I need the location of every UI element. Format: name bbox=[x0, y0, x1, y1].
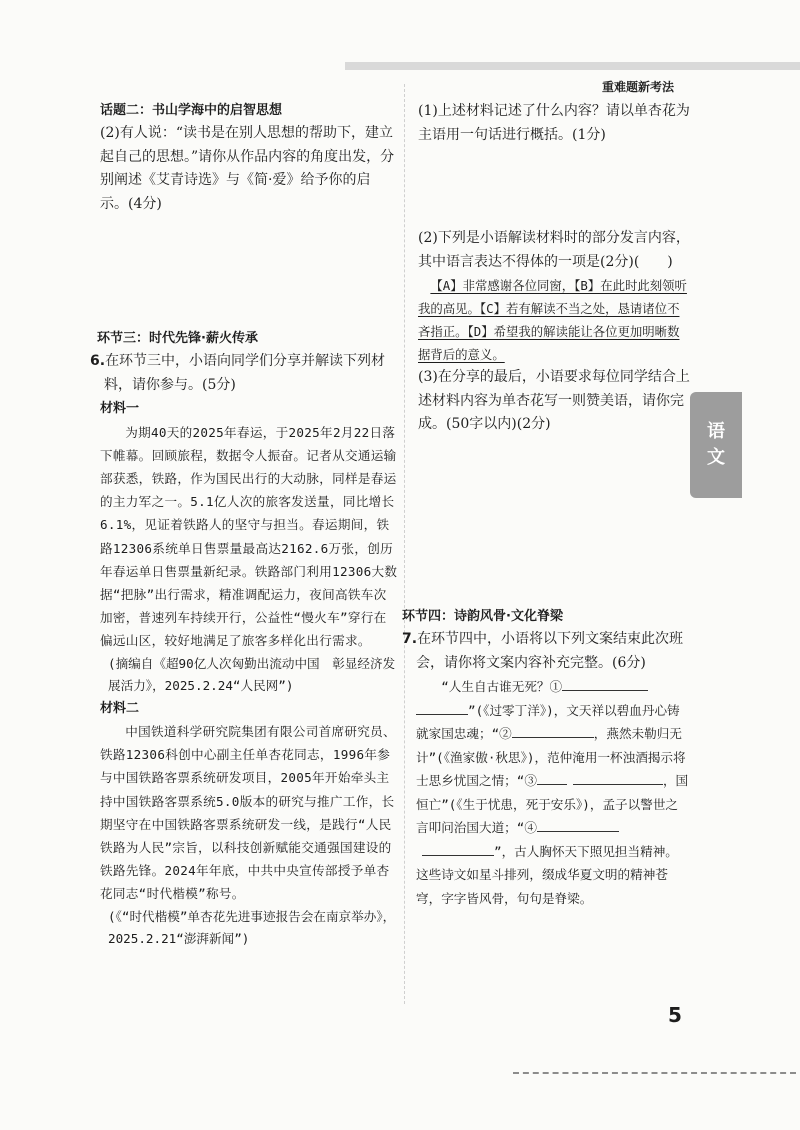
blank-4a[interactable] bbox=[537, 817, 619, 832]
answer-space bbox=[418, 147, 690, 227]
question-7-text: 在环节四中，小语将以下列文案结束此次班会，请你将文案内容补充完整。(6分) bbox=[416, 631, 684, 671]
blank-1a[interactable] bbox=[562, 676, 648, 691]
blank-1b[interactable] bbox=[416, 700, 468, 715]
q7-part-1: “人生自古谁无死？① bbox=[441, 679, 563, 694]
page-number: 5 bbox=[668, 1003, 682, 1027]
blank-4b[interactable] bbox=[422, 841, 494, 856]
header-bar bbox=[345, 62, 800, 70]
question-7-number: 7. bbox=[402, 631, 418, 647]
material-1-text: 为期40天的2025年春运，于2025年2月22日落下帷幕。回顾旅程，数据令人振奋。记者从交通运输部获悉，铁路，作为国民出行的大动脉，同样是春运的主力军之一。5.1亿人次的旅客发送量，同比增长6.1%，见证着铁路人的坚守与担当。春运期间，铁路12306系统单日售票量最高达2162.6万张，创历年春运单日售票量新纪录。铁路部门利用12306大数据“把脉”出行需求，精准调配运力，夜间高铁车次加密，普速列车持续开行，公益性“慢火车”穿行在偏远山区，较好地满足了旅客多样化出行需求。 bbox=[100, 424, 398, 649]
topic2-title: 话题二：书山学海中的启智思想 bbox=[100, 103, 283, 118]
topic2-question-2: (2)有人说：“读书是在别人思想的帮助下，建立起自己的思想。”请你从作品内容的角度出发，分别阐述《艾青诗选》与《简·爱》给予你的启示。(4分) bbox=[100, 125, 395, 212]
material-1-label: 材料一 bbox=[100, 401, 140, 416]
question-6 bbox=[90, 350, 398, 397]
question-6-2-options: 【A】非常感谢各位同窗，【B】在此时此刻领听我的高见。【C】若有解读不当之处，恳请诸位不吝指正。【D】希望我的解读能让各位更加明晰数据背后的意义。 bbox=[418, 278, 687, 362]
question-6-3: (3)在分享的最后，小语要求每位同学结合上述材料内容为单杏花写一则赞美语，请你完成。(50字以内)(2分) bbox=[418, 369, 690, 432]
answer-space bbox=[100, 216, 398, 328]
question-6-text: 在环节三中，小语向同学们分享并解读下列材料，请你参与。(5分) bbox=[104, 353, 386, 393]
q7-part-5: ”，古人胸怀天下照见担当精神。这些诗文如星斗排列，缀成华夏文明的精神苍穹，字字皆风骨，句句是脊梁。 bbox=[416, 843, 678, 906]
footer-dashed-rule bbox=[513, 1072, 796, 1074]
q7-part-4: ，国恒亡”(《生于忧患，死于安乐》)，孟子以警世之言叩问治国大道；“④ bbox=[416, 773, 689, 835]
q7-part-2: ”(《过零丁洋》)，文天祥以碧血丹心铸就家国忠魂；“② bbox=[416, 702, 680, 741]
material-2-text: 中国铁道科学研究院集团有限公司首席研究员、铁路12306科创中心副主任单杏花同志，1996年参与中国铁路客票系统研发项目，2005年开始牵头主持中国铁路客票系统5.0版本的研究与推广工作，长期坚守在中国铁路客票系统研发一线，是践行“人民铁路为人民”宗旨，以科技创新赋能交通强国建设的铁路先锋。2024年年底，中共中央宣传部授予单杏花同志“时代楷模”称号。 bbox=[100, 724, 396, 902]
question-7-body bbox=[402, 675, 690, 910]
material-1-source: (摘编自《超90亿人次匈勤出流动中国 彰显经济发展活力》，2025.2.24“人民网”) bbox=[108, 655, 396, 693]
question-6-2: (2)下列是小语解读材料时的部分发言内容，其中语言表达不得体的一项是(2分)( ) bbox=[418, 230, 690, 270]
right-column bbox=[418, 100, 690, 437]
material-2-label: 材料二 bbox=[100, 700, 140, 716]
blank-3b[interactable] bbox=[573, 770, 663, 785]
material-2-source: (《“时代楷模”单杏花先进事迹报告会在南京举办》，2025.2.21“澎湃新闻”) bbox=[108, 908, 396, 946]
header-title: 重难题新考法 bbox=[602, 80, 675, 94]
question-6-1: (1)上述材料记述了什么内容？请以单杏花为主语用一句话进行概括。(1分) bbox=[418, 103, 690, 143]
subject-tab bbox=[690, 392, 742, 498]
section3-title: 环节三：时代先锋·薪火传承 bbox=[97, 331, 258, 346]
section4 bbox=[402, 606, 690, 910]
q7-part-3: ，燕然未勒归无计”(《渔家傲·秋思》)，范仲淹用一杯浊酒揭示将士思乡忧国之情；“③ bbox=[416, 726, 686, 788]
question-6-number: 6. bbox=[90, 353, 106, 369]
left-column bbox=[90, 100, 398, 950]
subject-tab-char-2: 文 bbox=[707, 447, 725, 468]
section4-title: 环节四：诗韵风骨·文化脊梁 bbox=[402, 609, 563, 624]
blank-2[interactable] bbox=[512, 723, 594, 738]
blank-3a[interactable] bbox=[537, 770, 567, 785]
question-7 bbox=[402, 628, 690, 675]
subject-tab-char-1: 语 bbox=[707, 421, 725, 442]
